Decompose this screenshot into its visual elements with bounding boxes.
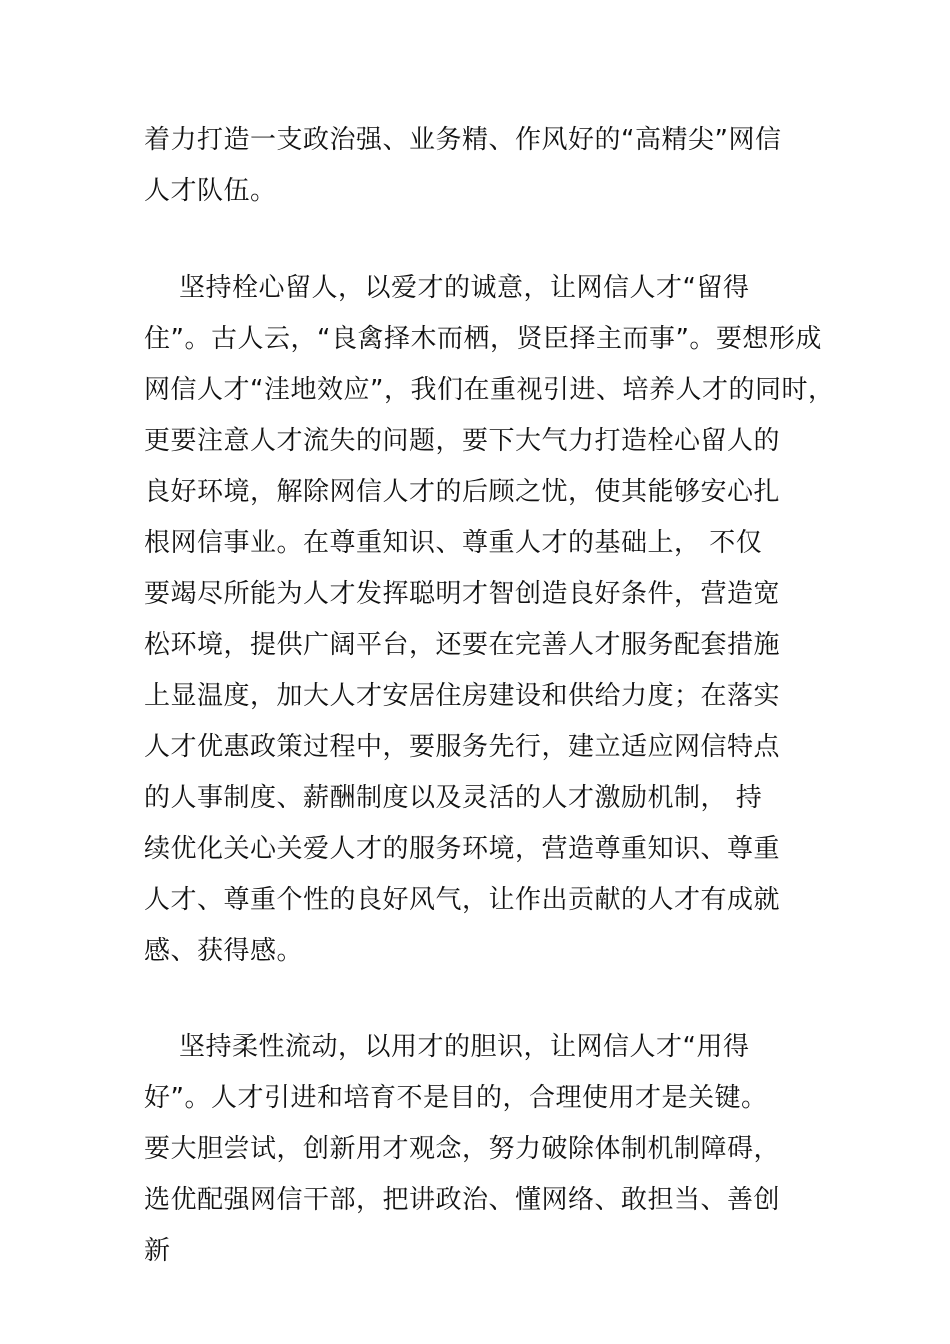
paragraph-1-line-2: 人才队伍。: [144, 176, 277, 206]
paragraph-2-line-8: 松环境，提供广阔平台，还要在完善人才服务配套措施: [144, 630, 781, 660]
paragraph-2-line-11: 的人事制度、薪酬制度以及灵活的人才激励机制， 持: [144, 783, 763, 813]
paragraph-2-line-9: 上显温度，加大人才安居住房建设和供给力度；在落实: [144, 681, 781, 711]
paragraph-2-line-1: 坚持栓心留人，以爱才的诚意，让网信人才“留得: [144, 273, 750, 303]
paragraph-3-line-4: 选优配强网信干部，把讲政治、懂网络、敢担当、善创: [144, 1185, 781, 1215]
paragraph-2-line-5: 良好环境，解除网信人才的后顾之忧，使其能够安心扎: [144, 477, 781, 507]
paragraph-2-line-13: 人才、尊重个性的良好风气，让作出贡献的人才有成就: [144, 885, 781, 915]
paragraph-3-line-3: 要大胆尝试，创新用才观念，努力破除体制机制障碍，: [144, 1134, 781, 1164]
paragraph-1-line-1: 着力打造一支政治强、业务精、作风好的“高精尖”网信: [144, 125, 782, 155]
paragraph-2-line-14: 感、获得感。: [144, 936, 304, 966]
paragraph-2-line-4: 更要注意人才流失的问题，要下大气力打造栓心留人的: [144, 426, 781, 456]
paragraph-2-line-12: 续优化关心关爱人才的服务环境，营造尊重知识、尊重: [144, 834, 781, 864]
paragraph-3-line-5: 新: [144, 1236, 171, 1266]
paragraph-3-line-2: 好”。人才引进和培育不是目的，合理使用才是关键。: [144, 1083, 768, 1113]
paragraph-2-line-10: 人才优惠政策过程中，要服务先行，建立适应网信特点: [144, 732, 781, 762]
paragraph-2-line-6: 根网信事业。在尊重知识、尊重人才的基础上， 不仅: [144, 528, 763, 558]
paragraph-3-line-1: 坚持柔性流动，以用才的胆识，让网信人才“用得: [144, 1032, 750, 1062]
paragraph-2-line-2: 住”。古人云，“良禽择木而栖，贤臣择主而事”。要想形成: [144, 324, 822, 354]
paragraph-2-line-3: 网信人才“洼地效应”，我们在重视引进、培养人才的同时，: [144, 375, 835, 405]
paragraph-2-line-7: 要竭尽所能为人才发挥聪明才智创造良好条件，营造宽: [144, 579, 781, 609]
